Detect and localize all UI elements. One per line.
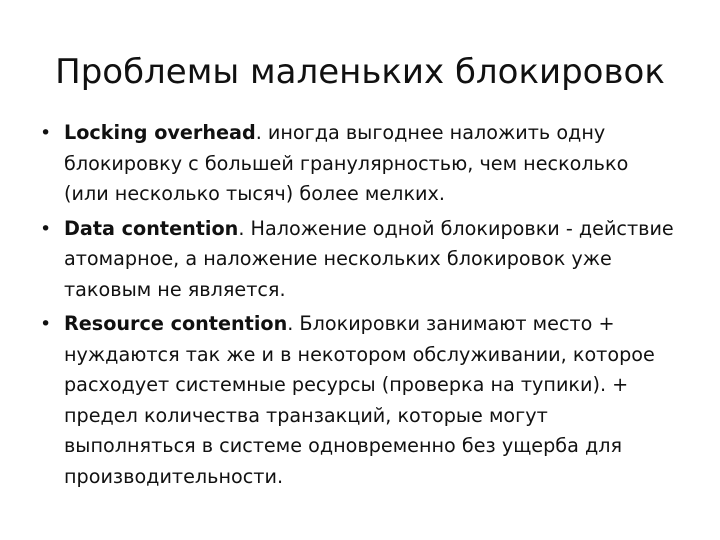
- bullet-icon: •: [40, 313, 52, 335]
- bullet-text: . Наложение одной блокировки - действие атомарное, а наложение нескольких блокировок уже таковым не является.: [64, 216, 674, 301]
- bullet-term: Data contention: [64, 216, 239, 240]
- bullet-item-resource-contention: [36, 309, 676, 492]
- bullet-term: Locking overhead: [64, 121, 256, 144]
- bullet-item-data-contention: [36, 214, 676, 306]
- bullet-item-locking-overhead: [36, 118, 676, 210]
- slide-title: Проблемы маленьких блокировок: [55, 52, 665, 92]
- bullet-list: [36, 118, 676, 496]
- bullet-text: . Блокировки занимают место + нуждаются так же и в некотором обслуживании, которое расходует системные ресурсы (проверка на тупики). + предел количества транзакций, которые могут выполняться в системе одновременно без ущерба для производительности.: [64, 312, 655, 488]
- bullet-text: . иногда выгоднее наложить одну блокировку с большей гранулярностью, чем несколько (или несколько тысяч) более мелких.: [64, 121, 629, 205]
- bullet-icon: •: [40, 217, 52, 240]
- bullet-term: Resource contention: [64, 312, 288, 335]
- bullet-icon: •: [40, 122, 52, 144]
